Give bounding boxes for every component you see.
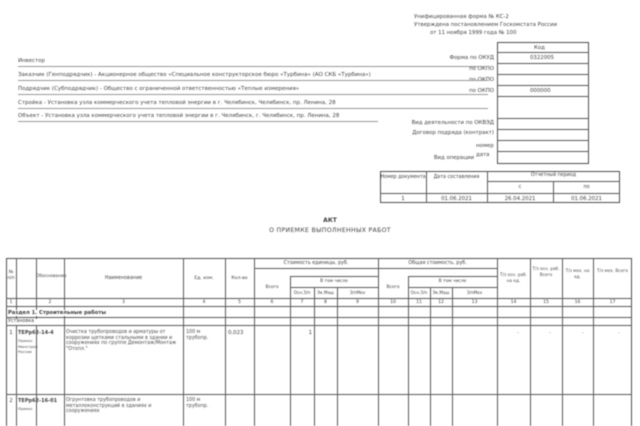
contract-label: Договор подряда (контракт) — [412, 130, 494, 136]
doc-period-from-header: с — [518, 185, 522, 190]
row1-basis: ТЕРр62-14-4 — [18, 330, 54, 336]
colnum-11: 11 — [416, 300, 422, 305]
code-label: Код — [534, 45, 545, 51]
act-title: АКТ — [323, 217, 337, 224]
h-wage-1: Осн.З/п — [293, 290, 311, 295]
colnum-10: 10 — [390, 300, 396, 305]
colnum-2: 2 — [48, 300, 52, 305]
okpo-value-3: 000000 — [530, 88, 551, 94]
row2-unit: 100 м трубопр. — [186, 398, 209, 409]
colnum-13: 13 — [471, 300, 478, 305]
colnum-6: 6 — [270, 300, 274, 305]
customer: Заказчик (Генподрядчик) - Акционерное общество «Специальное конструкторское бюро «Турбина» (АО СКБ «Турбина») — [18, 72, 371, 78]
okpo-label-2: по ОКПО — [469, 77, 494, 83]
row1-num: 1 — [9, 330, 13, 336]
row1-dash-14: - — [517, 330, 519, 336]
h-unit-cost: Стоимость единицы, руб. — [283, 261, 349, 266]
h-col12: Т/з осн. раб. на ед. — [500, 272, 527, 283]
doc-period-from: 26.04.2021 — [504, 196, 536, 202]
row1-dash-15: - — [549, 330, 551, 336]
colnum-4: 4 — [202, 300, 206, 305]
doc-date-header: Дата составления — [433, 175, 480, 180]
h-incl-1: В том числе — [320, 279, 348, 284]
activity-label: Вид деятельности по ОКВЭД — [411, 120, 494, 126]
h-name: Наименование — [104, 276, 143, 281]
colnum-15: 15 — [543, 300, 549, 305]
colnum-14: 14 — [510, 300, 517, 305]
doc-date: 01.06.2021 — [441, 196, 472, 202]
contractor: Подрядчик (Субподрядчик) - Общество с ограниченной ответственностью «Теплые измерения» — [18, 86, 300, 92]
row1-cost: 1 — [308, 330, 312, 336]
okud-label: Форма по ОКУД — [449, 55, 494, 61]
approved-by: Утверждена постановлением Госкомстата России — [414, 22, 558, 28]
h-total-1: Всего — [265, 285, 279, 290]
doc-number: 1 — [401, 196, 405, 202]
h-col15: Т/з мех. Всего — [597, 268, 628, 273]
okud-value: 0322005 — [530, 55, 555, 61]
approved-date: от 11 ноября 1999 года № 100 — [430, 30, 517, 36]
h-mach-1: Эк.Маш — [317, 290, 334, 295]
row1-dash-16: - — [582, 330, 584, 336]
colnum-16: 16 — [574, 300, 581, 305]
doc-number-header: Номер документа — [380, 175, 426, 180]
object: Объект - Установка узла коммерческого учета тепловой энергии в г. Челябинск, г. Челябинск, пр. Ленина, 28 — [18, 113, 340, 119]
number-label: номер — [476, 143, 494, 149]
row1-qty: 0,023 — [228, 330, 244, 336]
row2-basis: ТЕРр62-16-01 — [18, 398, 58, 404]
row1-name: Очистка трубопроводов и арматуры от коррозии щетками стальными в здании и сооружениях по группе Демонтаж/Монтаж "Отопл." — [66, 330, 177, 352]
okpo-label-3: по ОКПО — [469, 88, 494, 94]
investor: Инвестор — [18, 58, 45, 64]
h-col14: Т/з мех. на ед. — [565, 268, 590, 279]
colnum-17: 17 — [609, 300, 616, 305]
row1-dash-17: - — [618, 330, 620, 336]
row1-unit: 100 м трубопр. — [186, 330, 209, 341]
h-total-2: Всего — [386, 285, 400, 290]
h-unit: Ед. изм. — [194, 276, 214, 281]
colnum-12: 12 — [438, 300, 444, 305]
okpo-label-1: по ОКПО — [469, 66, 494, 72]
h-qty: Кол-во — [231, 276, 248, 281]
h-mach-wage-2: З/пМех — [466, 290, 483, 295]
h-incl-2: В том числе — [438, 279, 467, 284]
colnum-7: 7 — [300, 300, 304, 305]
colnum-3: 3 — [122, 300, 125, 305]
doc-period-to: 01.06.2021 — [571, 196, 602, 202]
h-mach-wage-1: З/пМех — [349, 290, 366, 295]
construction: Стройка - Установка узла коммерческого учета тепловой энергии в г. Челябинск, Челябинск, пр. Ленина, 28 — [18, 100, 336, 106]
subsection-title: Установка — [8, 319, 38, 325]
section-title: Раздел 1. Строительные работы — [8, 310, 110, 316]
colnum-5: 5 — [238, 300, 241, 305]
row2-basis-note: Приказ — [18, 406, 33, 411]
h-mach-2: Эк.Маш — [432, 290, 450, 295]
form-name: Унифицированная форма № КС-2 — [414, 14, 509, 20]
act-subtitle: О ПРИЕМКЕ ВЫПОЛНЕННЫХ РАБОТ — [269, 227, 391, 234]
colnum-8: 8 — [324, 300, 327, 305]
h-num: № п/п — [7, 270, 15, 281]
date-label: дата — [476, 152, 490, 158]
h-total-cost: Общая стоимость, руб. — [408, 261, 467, 266]
h-col13: Т/з осн. раб. Всего — [532, 266, 560, 277]
colnum-9: 9 — [356, 300, 359, 305]
row1-basis-note: Приказ Минстроя России — [18, 338, 38, 355]
doc-period-header: Отчетный период — [530, 173, 577, 178]
operation-label: Вид операции — [433, 155, 474, 161]
doc-period-to-header: по — [583, 185, 590, 190]
row2-name: Огрунтовка трубопроводов и металлоконструкций в зданиях и сооружениях — [66, 398, 152, 415]
h-wage-2: Осн.З/п — [410, 290, 428, 295]
colnum-1: 1 — [9, 300, 13, 305]
row2-num: 2 — [9, 398, 13, 404]
h-basis: Обоснование — [36, 274, 67, 279]
